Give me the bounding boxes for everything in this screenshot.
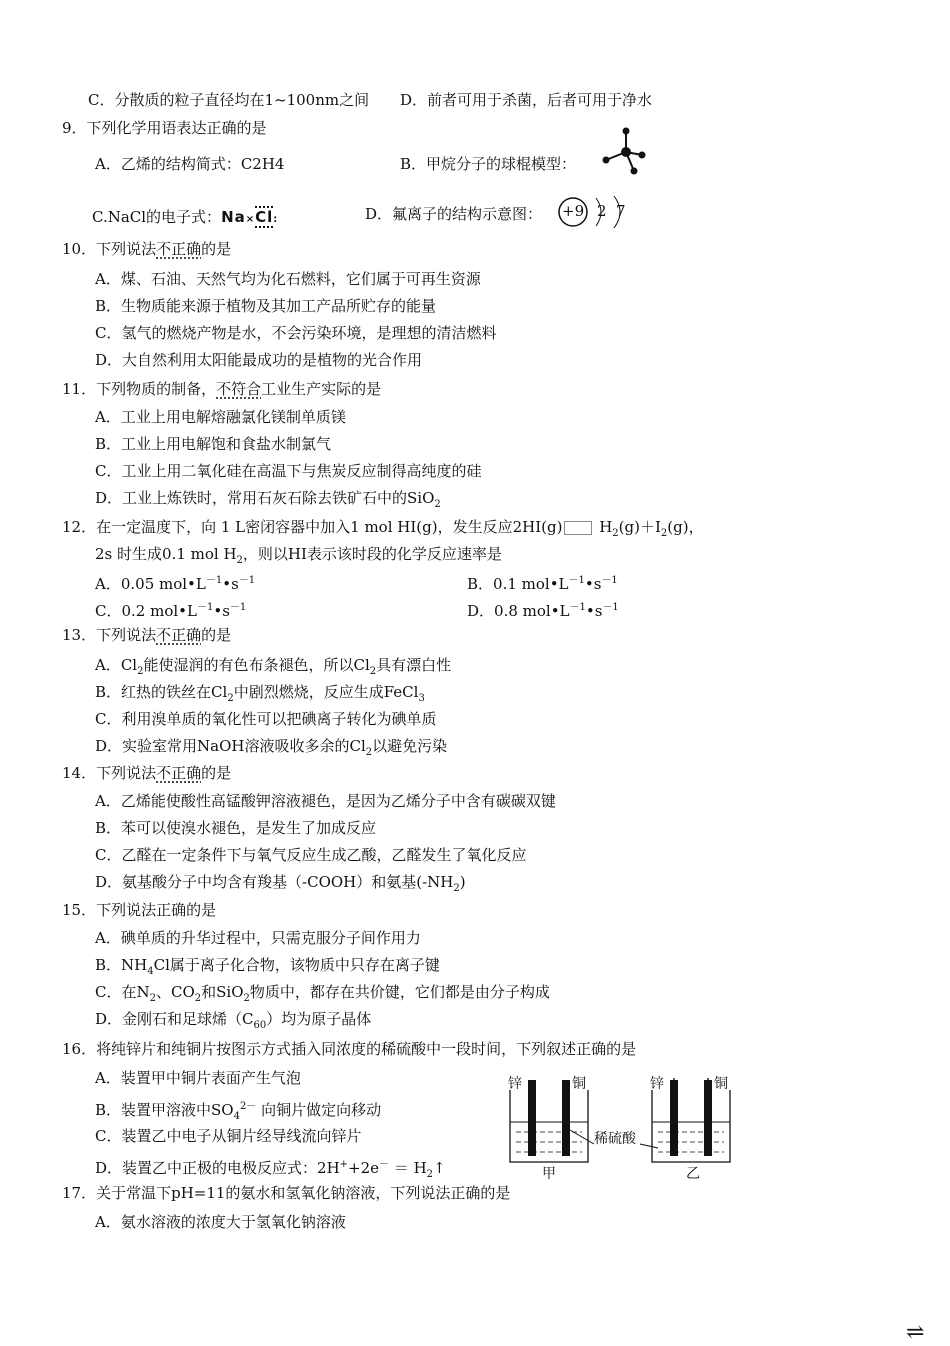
q15-c-mid1: 、CO — [155, 983, 195, 1001]
q14-post: 的是 — [201, 764, 232, 782]
q10-emphasis: 不正确 — [156, 240, 202, 258]
q11-post: 工业生产实际的是 — [261, 380, 382, 398]
q16-d-sub: 2 — [426, 1169, 434, 1180]
q10-option-c: C．氢气的燃烧产物是水，不会污染环境，是理想的清洁燃料 — [95, 324, 497, 342]
q13-b-mid: 中剧烈燃烧，反应生成FeCl — [233, 683, 419, 701]
q11-option-a: A．工业上用电解熔融氯化镁制单质镁 — [95, 408, 346, 426]
q12-l2-post: ，则以HI表示该时段的化学反应速率是 — [242, 545, 502, 563]
q12-c-text: C．0.2 mol•L — [95, 602, 197, 620]
q12-d-sup2: －1 — [602, 602, 619, 613]
q11-pre: 11．下列物质的制备， — [62, 380, 217, 398]
q12-i2-sub: 2 — [660, 528, 668, 539]
q15-stem: 15．下列说法正确的是 — [62, 901, 217, 919]
q10-pre: 10．下列说法 — [62, 240, 157, 258]
q9-option-c-label: C.NaCl的电子式： — [92, 208, 222, 226]
q16-d-post: ＝ H — [389, 1159, 427, 1177]
q15-b-post: Cl属于离子化合物，该物质中只存在离子键 — [153, 956, 440, 974]
q10-option-a: A．煤、石油、天然气均为化石燃料，它们属于可再生资源 — [95, 270, 481, 288]
q14-option-c: C．乙醛在一定条件下与氧气反应生成乙酸，乙醛发生了氧化反应 — [95, 846, 527, 864]
q14-d-pre: D．氨基酸分子中均含有羧基（-COOH）和氨基(-NH — [95, 873, 454, 891]
fig-yi-copper-label: 铜 — [714, 1076, 728, 1092]
q13-option-a — [95, 654, 451, 683]
q9-stem: 9．下列化学用语表达正确的是 — [62, 119, 267, 137]
q15-b-pre: B．NH — [95, 956, 148, 974]
q13-option-d — [95, 735, 447, 764]
q11-option-b: B．工业上用电解饱和食盐水制氯气 — [95, 435, 332, 453]
fluoride-nucleus: +9 — [562, 202, 585, 220]
q15-option-d — [95, 1008, 371, 1037]
q14-option-a: A．乙烯能使酸性高锰酸钾溶液褪色，是因为乙烯分子中含有碳碳双键 — [95, 792, 556, 810]
q15-c-post: 物质中，都存在共价键，它们都是由分子构成 — [249, 983, 550, 1001]
q15-option-c — [95, 981, 550, 1010]
q12-l1-tail: (g)＋I — [618, 518, 661, 536]
q16-d-pre: D．装置乙中正极的电极反应式：2H — [95, 1159, 340, 1177]
q11-d-sub: 2 — [434, 499, 441, 510]
q16-option-b — [95, 1096, 381, 1128]
q12-l1-end: (g)， — [667, 518, 704, 536]
q12-b-sup2: －1 — [601, 575, 618, 586]
q16-b-sup: 2－ — [239, 1101, 257, 1112]
fig-acid-label: 稀硫酸 — [594, 1131, 636, 1147]
q12-l1-pre: 12．在一定温度下，向 1 L密闭容器中加入1 mol HI(g)，发生反应2HI(g) — [62, 518, 563, 536]
q13-d-pre: D．实验室常用NaOH溶液吸收多余的Cl — [95, 737, 366, 755]
q12-option-c — [95, 597, 246, 622]
q13-emphasis: 不正确 — [156, 626, 202, 644]
q12-a-mid: •s — [222, 575, 239, 593]
q14-d-post: ) — [459, 873, 466, 891]
q13-d-post: 以避免污染 — [372, 737, 448, 755]
fig-yi-zinc-label: 锌 — [650, 1076, 664, 1092]
q13-stem — [62, 624, 231, 646]
equilibrium-arrow-icon — [564, 521, 592, 535]
q15-d-post: ）均为原子晶体 — [266, 1010, 372, 1028]
q12-l2-sub: 2 — [236, 555, 243, 566]
q15-b-sub: 4 — [147, 966, 154, 977]
nacl-na: Na — [221, 208, 246, 226]
q13-option-c: C．利用溴单质的氧化性可以把碘离子转化为碘单质 — [95, 710, 437, 728]
q16-b-sub: 4 — [233, 1111, 240, 1122]
fluoride-shell2: 7 — [616, 202, 626, 220]
q8-option-d: D．前者可用于杀菌，后者可用于净水 — [400, 91, 653, 109]
q14-stem — [62, 762, 231, 784]
q10-post: 的是 — [201, 240, 232, 258]
q12-option-d — [467, 597, 619, 622]
q12-option-a — [95, 570, 255, 595]
q17-option-a: A．氨水溶液的浓度大于氢氧化钠溶液 — [95, 1213, 346, 1231]
q12-b-text: B．0.1 mol•L — [467, 575, 569, 593]
q13-a-sub1: 2 — [137, 666, 144, 677]
q14-pre: 14．下列说法 — [62, 764, 157, 782]
fig-yi-caption: 乙 — [686, 1166, 700, 1182]
q15-c-mid2: 和SiO — [201, 983, 244, 1001]
q12-d-text: D．0.8 mol•L — [467, 602, 570, 620]
fig-jia-copper-label: 铜 — [572, 1076, 586, 1092]
q14-d-sub: 2 — [453, 883, 460, 894]
q16-d-mid: +2e — [348, 1159, 380, 1177]
q16-d-end: ↑ — [433, 1159, 446, 1177]
q15-c-sub3: 2 — [243, 993, 250, 1004]
fluoride-shell1: 2 — [597, 202, 607, 220]
fig-jia-zinc-label: 锌 — [508, 1076, 522, 1092]
q11-option-c: C．工业上用二氧化硅在高温下与焦炭反应制得高纯度的硅 — [95, 462, 482, 480]
q10-option-b: B．生物质能来源于植物及其加工产品所贮存的能量 — [95, 297, 437, 315]
fig-jia-caption: 甲 — [542, 1166, 556, 1182]
q11-option-d — [95, 487, 441, 516]
q11-d-text: D．工业上炼铁时，常用石灰石除去铁矿石中的SiO — [95, 489, 435, 507]
q14-option-d — [95, 871, 466, 900]
q12-l2-pre: 2s 时生成0.1 mol H — [95, 545, 237, 563]
q13-a-pre: A．Cl — [95, 656, 138, 674]
q13-a-post: 具有漂白性 — [376, 656, 452, 674]
q16-option-c: C．装置乙中电子从铜片经导线流向锌片 — [95, 1127, 362, 1145]
q12-stem-line1 — [62, 516, 704, 545]
q13-b-sub2: 3 — [418, 693, 425, 704]
q15-c-pre: C．在N — [95, 983, 150, 1001]
q12-d-mid: •s — [585, 602, 603, 620]
q15-c-sub1: 2 — [149, 993, 156, 1004]
q12-h2-sub: 2 — [612, 528, 619, 539]
q13-a-mid: 能使湿润的有色布条褪色，所以Cl — [143, 656, 370, 674]
q12-d-sup1: －1 — [569, 602, 586, 613]
q16-b-post: 向铜片做定向移动 — [256, 1101, 382, 1119]
q12-c-sup1: －1 — [196, 602, 214, 613]
q9-option-a: A．乙烯的结构简式：C2H4 — [95, 155, 285, 173]
q14-emphasis: 不正确 — [156, 764, 202, 782]
q15-d-pre: D．金刚石和足球烯（C — [95, 1010, 254, 1028]
q10-stem — [62, 238, 231, 260]
q12-stem-line2 — [95, 543, 502, 572]
q13-b-sub1: 2 — [227, 693, 234, 704]
q15-d-sub: 60 — [253, 1020, 267, 1031]
q13-a-sub2: 2 — [369, 666, 377, 677]
q12-c-mid: •s — [213, 602, 230, 620]
q12-a-text: A．0.05 mol•L — [95, 575, 206, 593]
q9-option-c: C.NaCl的电子式：Na×Cl: — [92, 208, 279, 226]
q16-b-pre: B．装置甲溶液中SO — [95, 1101, 234, 1119]
q14-option-b: B．苯可以使溴水褪色，是发生了加成反应 — [95, 819, 377, 837]
q15-option-a: A．碘单质的升华过程中，只需克服分子间作用力 — [95, 929, 421, 947]
q13-b-pre: B．红热的铁丝在Cl — [95, 683, 228, 701]
q17-stem: 17．关于常温下pH=11的氨水和氢氧化钠溶液，下列说法正确的是 — [62, 1184, 511, 1202]
q13-d-sub: 2 — [365, 747, 373, 758]
q16-option-a: A．装置甲中铜片表面产生气泡 — [95, 1069, 301, 1087]
q11-stem — [62, 378, 381, 400]
q13-option-b — [95, 681, 425, 710]
equilibrium-symbol-icon: ⇌ — [906, 1320, 925, 1345]
q13-post: 的是 — [201, 626, 232, 644]
q12-a-sup2: －1 — [238, 575, 256, 586]
q9-option-b: B．甲烷分子的球棍模型： — [400, 155, 577, 173]
q16-d-sup1: + — [339, 1159, 349, 1170]
q12-a-sup1: －1 — [205, 575, 223, 586]
q15-c-sub2: 2 — [194, 993, 202, 1004]
methane-ball-stick-model — [600, 125, 650, 177]
q11-emphasis: 不符合 — [216, 380, 262, 398]
q13-pre: 13．下列说法 — [62, 626, 157, 644]
q16-d-sup2: － — [379, 1159, 390, 1170]
q15-option-b — [95, 954, 440, 983]
nacl-cl: Cl — [255, 208, 274, 226]
q12-b-mid: •s — [584, 575, 602, 593]
q10-option-d: D．大自然利用太阳能最成功的是植物的光合作用 — [95, 351, 423, 369]
q8-option-c: C．分散质的粒子直径均在1~100nm之间 — [88, 91, 370, 109]
q12-l1-post: H — [594, 518, 613, 536]
q12-c-sup2: －1 — [229, 602, 247, 613]
q12-b-sup1: －1 — [568, 575, 585, 586]
q9-option-d: D．氟离子的结构示意图： — [365, 205, 543, 223]
q16-stem: 16．将纯锌片和纯铜片按图示方式插入同浓度的稀硫酸中一段时间，下列叙述正确的是 — [62, 1040, 637, 1058]
q12-option-b — [467, 570, 618, 595]
